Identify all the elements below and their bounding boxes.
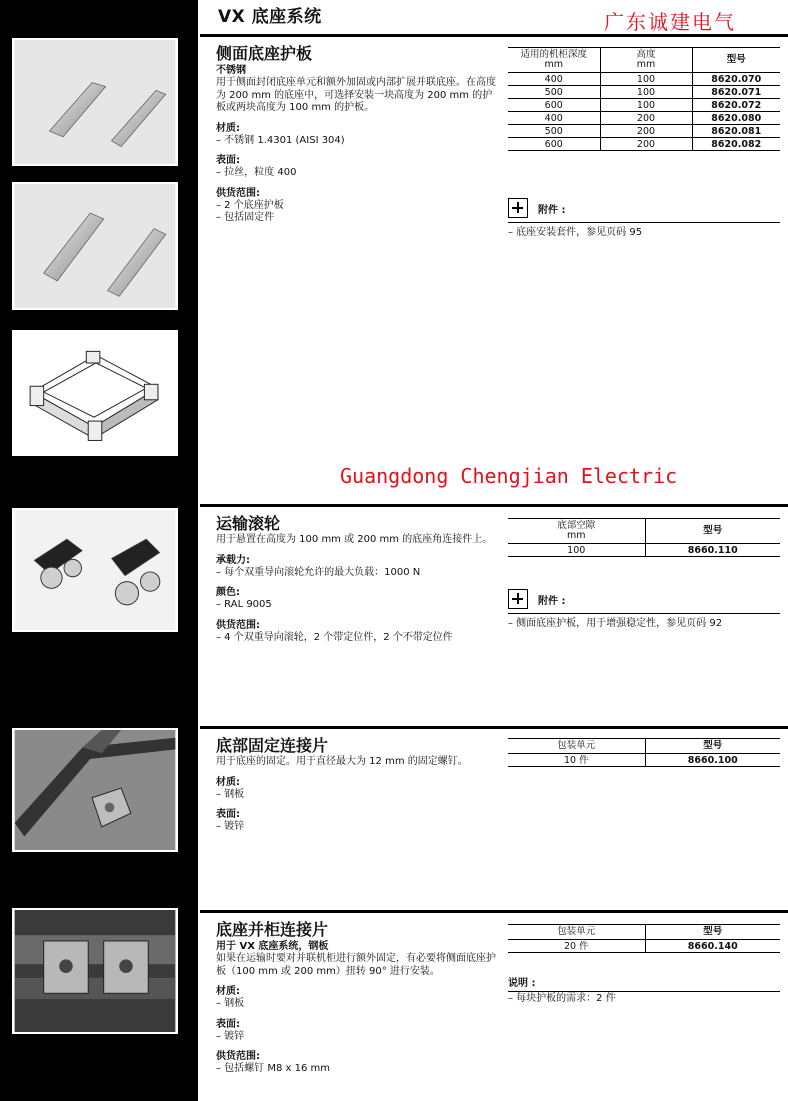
plus-icon (508, 589, 528, 609)
supply-label: 供货范围: (216, 1051, 260, 1062)
table-row: 10 件 8660.100 (508, 754, 780, 767)
divider (200, 910, 788, 913)
baying-bracket-image (12, 908, 178, 1034)
material-value: – 不锈钢 1.4301 (AISI 304) (216, 134, 345, 146)
surface-label: 表面: (216, 155, 240, 166)
section-description: 用于侧面封闭底座单元和额外加固或内部扩展并联底座。在高度为 200 mm 的底座中，可选择安装一块高度为 200 mm 的护板或两块高度为 100 mm 的护板。 (216, 77, 496, 113)
base-bracket-image (12, 728, 178, 852)
surface-label: 表面: (216, 1018, 240, 1030)
table-row: 500 200 8620.081 (508, 125, 780, 138)
note-label: 说明 : (508, 978, 536, 989)
section-title: 运输滚轮 (216, 514, 281, 533)
column-header-pack: 包装单元 (508, 739, 645, 754)
column-header-model: 型号 (645, 925, 780, 940)
page-title: VX 底座系统 (218, 7, 322, 27)
table-row: 20 件 8660.140 (508, 940, 780, 953)
table-row: 500 100 8620.071 (508, 86, 780, 99)
column-header-model: 型号 (692, 48, 780, 73)
table-row: 600 100 8620.072 (508, 99, 780, 112)
spec-table (508, 924, 780, 953)
material-label: 材质: (216, 986, 240, 997)
column-header-model: 型号 (645, 739, 780, 754)
surface-label: 表面: (216, 809, 240, 820)
brand-name-en: Guangdong Chengjian Electric (340, 464, 678, 488)
table-row: 400 100 8620.070 (508, 73, 780, 86)
supply-label: 供货范围: (216, 187, 260, 199)
material-label: 材质: (216, 122, 240, 134)
section-plinth-panel (216, 44, 496, 225)
spec-table (508, 518, 780, 557)
plinth-diagram-image (12, 330, 178, 456)
accessories-text: – 侧面底座护板，用于增强稳定性，参见页码 92 (508, 618, 723, 629)
section-description: 用于悬置在高度为 100 mm 或 200 mm 的底座角连接件上。 (216, 534, 493, 545)
material-value: – 钢板 (216, 998, 245, 1009)
divider (508, 991, 780, 992)
spec-table (508, 738, 780, 767)
column-header-gap: 底部空隙 mm (508, 519, 645, 544)
surface-value: – 镀锌 (216, 1030, 245, 1042)
plus-icon (508, 198, 528, 218)
supply-item: – 2 个底座护板 (216, 199, 284, 211)
load-value: – 每个双重导向滚轮允许的最大负载：1000 N (216, 566, 421, 578)
load-label: 承载力: (216, 554, 250, 566)
table-row: 600 200 8620.082 (508, 138, 780, 151)
section-title: 底座并柜连接片 (216, 920, 329, 939)
supply-item: – 4 个双重导向滚轮，2 个带定位件，2 个不带定位件 (216, 631, 453, 643)
plinth-panel-100-image (12, 38, 178, 166)
section-title: 侧面底座护板 (216, 44, 313, 63)
divider (508, 222, 780, 223)
color-value: – RAL 9005 (216, 599, 272, 610)
surface-value: – 镀锌 (216, 821, 245, 832)
plinth-panel-200-image (12, 182, 178, 310)
column-header-model: 型号 (645, 519, 780, 544)
divider (200, 504, 788, 507)
table-row: 100 8660.110 (508, 544, 780, 557)
divider (200, 726, 788, 729)
accessories-text: – 底座安装套件，参见页码 95 (508, 227, 643, 238)
surface-value: – 拉丝，粒度 400 (216, 167, 297, 178)
supply-item: – 包括螺钉 M8 x 16 mm (216, 1063, 331, 1074)
section-description: 用于底座的固定。用于直径最大为 12 mm 的固定螺钉。 (216, 756, 468, 767)
material-value: – 钢板 (216, 788, 245, 800)
castor-image (12, 508, 178, 632)
supply-item: – 包括固定件 (216, 212, 275, 223)
table-row: 400 200 8620.080 (508, 112, 780, 125)
supply-label: 供货范围: (216, 619, 260, 631)
section-subtitle: 不锈钢 (216, 65, 246, 76)
section-subtitle: 用于 VX 底座系统，钢板 (216, 941, 329, 952)
accessories-header (508, 198, 565, 218)
divider (508, 613, 780, 614)
column-header-pack: 包装单元 (508, 925, 645, 940)
column-header-height: 高度 mm (600, 48, 692, 73)
accessories-label: 附件 : (538, 595, 566, 607)
accessories-header (508, 589, 565, 609)
section-baying-bracket (216, 920, 496, 1076)
section-description: 如果在运输时要对并联机柜进行额外固定，有必要将侧面底座护板（100 mm 或 200 mm）扭转 90° 进行安装。 (216, 953, 496, 977)
note-text: – 每块护板的需求：2 件 (508, 993, 616, 1004)
section-castors (216, 514, 496, 644)
section-base-bracket (216, 736, 496, 834)
material-label: 材质: (216, 776, 240, 788)
spec-table (508, 47, 780, 151)
column-header-depth: 适用的机柜深度 mm (508, 48, 600, 73)
section-title: 底部固定连接片 (216, 736, 329, 755)
accessories-label: 附件 : (538, 204, 566, 216)
brand-name-cn: 广东诚建电气 (604, 10, 736, 34)
divider (200, 34, 788, 37)
color-label: 颜色: (216, 587, 240, 598)
